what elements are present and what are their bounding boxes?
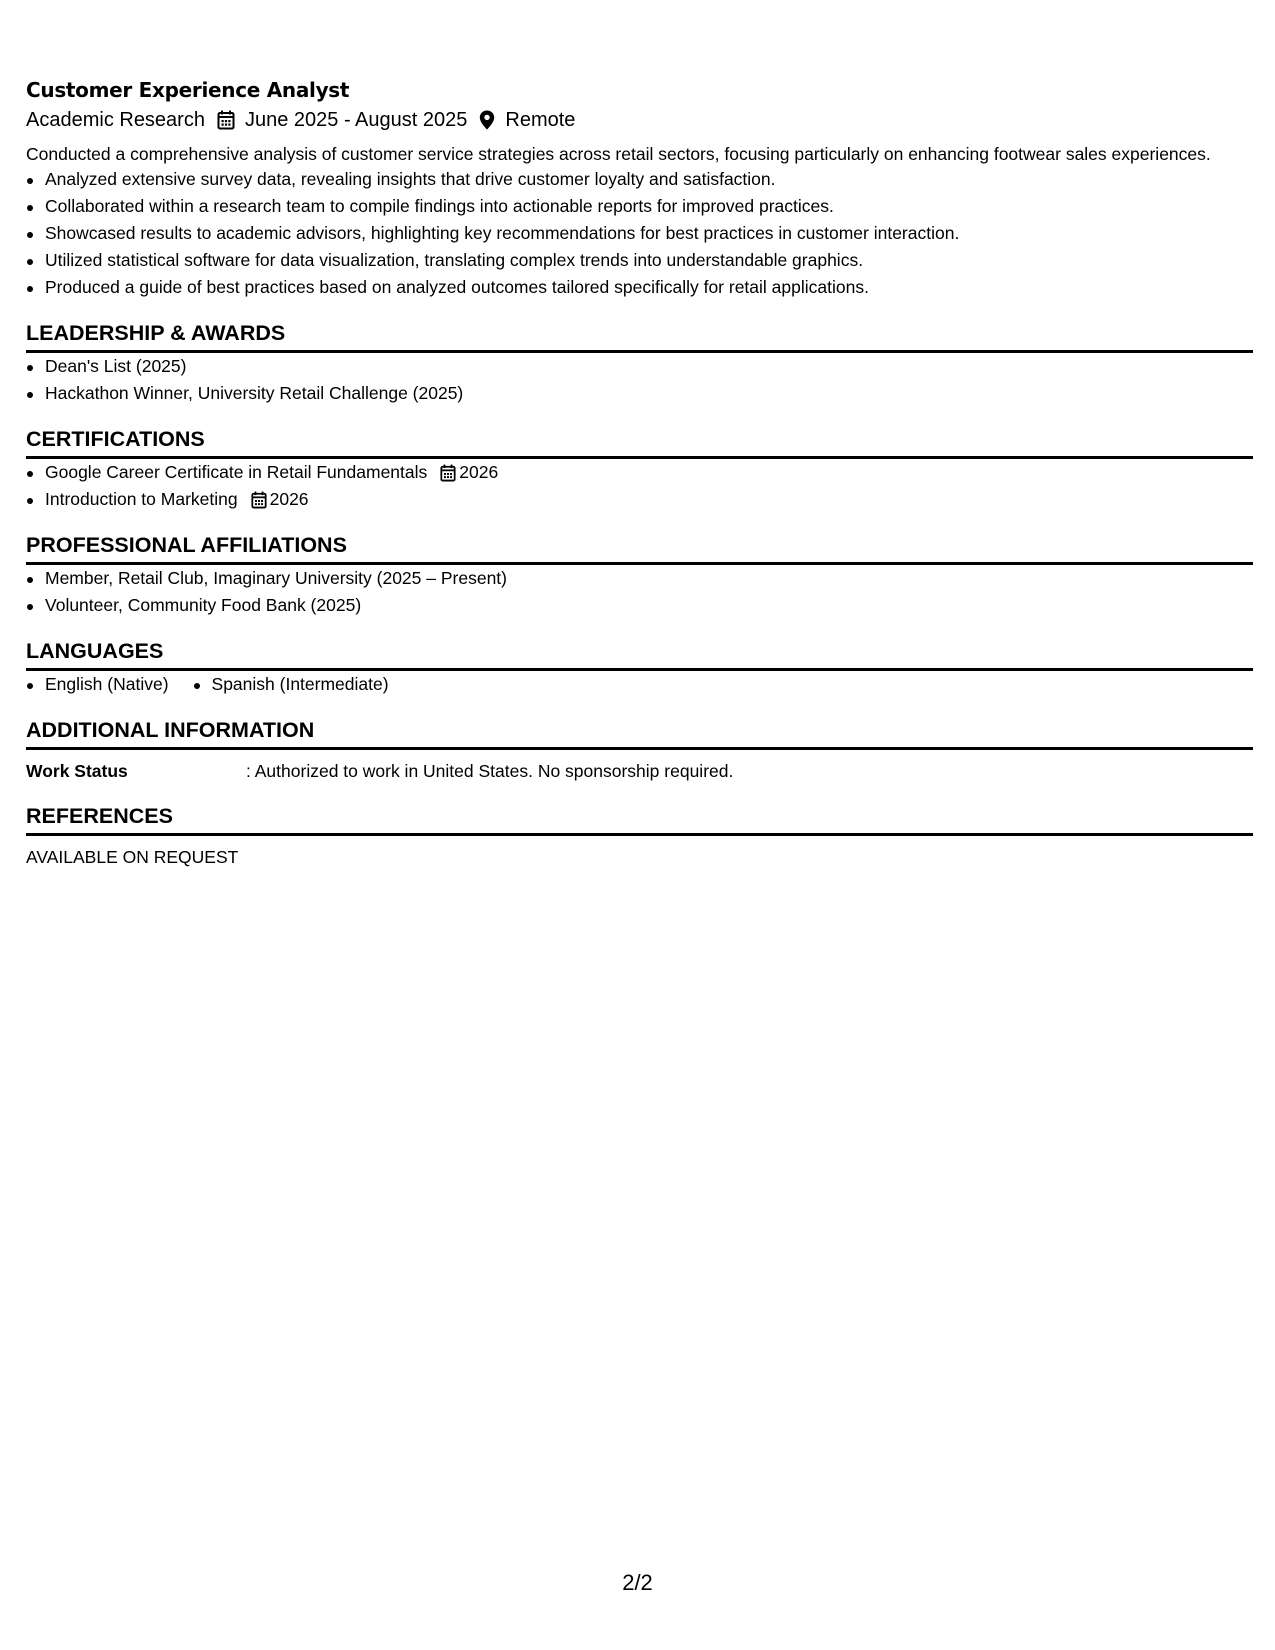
list-item: Hackathon Winner, University Retail Challenge (2025) <box>26 380 1253 407</box>
experience-entry <box>26 76 1253 301</box>
certificate-year: 2026 <box>269 489 309 509</box>
list-item <box>26 486 1253 513</box>
section-heading: REFERENCES <box>26 802 1253 836</box>
section-heading: LANGUAGES <box>26 637 1253 671</box>
list-item: Showcased results to academic advisors, highlighting key recommendations for best practices in customer interaction. <box>26 220 1253 247</box>
page-number: 2/2 <box>622 1570 653 1595</box>
calendar-icon <box>440 464 456 482</box>
work-status-value: : Authorized to work in United States. No sponsorship required. <box>246 761 734 781</box>
references-text: AVAILABLE ON REQUEST <box>26 847 239 867</box>
section-heading: LEADERSHIP & AWARDS <box>26 319 1253 353</box>
job-bullets <box>26 166 1253 301</box>
list-item: Collaborated within a research team to compile findings into actionable reports for improved practices. <box>26 193 1253 220</box>
job-meta <box>26 106 1253 134</box>
certifications-list <box>26 459 1253 513</box>
job-title: Customer Experience Analyst <box>26 78 350 102</box>
list-item: Spanish (Intermediate) <box>193 671 389 698</box>
section-affiliations <box>26 531 1253 619</box>
section-heading: PROFESSIONAL AFFILIATIONS <box>26 531 1253 565</box>
calendar-icon <box>217 110 235 130</box>
list-item: Utilized statistical software for data visualization, translating complex trends into understandable graphics. <box>26 247 1253 274</box>
calendar-icon <box>251 491 267 509</box>
section-heading: CERTIFICATIONS <box>26 425 1253 459</box>
languages-list <box>26 671 1253 698</box>
work-status-row <box>26 758 1253 784</box>
work-status-label: Work Status <box>26 761 128 781</box>
certificate-year: 2026 <box>459 462 499 482</box>
list-item: Volunteer, Community Food Bank (2025) <box>26 592 1253 619</box>
section-leadership <box>26 319 1253 407</box>
section-heading: ADDITIONAL INFORMATION <box>26 716 1253 750</box>
section-additional-info <box>26 716 1253 784</box>
job-dates: June 2025 - August 2025 <box>244 109 468 131</box>
certificate-name: Introduction to Marketing <box>45 489 238 509</box>
list-item: Analyzed extensive survey data, revealing insights that drive customer loyalty and satisfaction. <box>26 166 1253 193</box>
organization: Academic Research <box>26 109 205 131</box>
map-pin-icon <box>479 110 495 130</box>
section-certifications <box>26 425 1253 513</box>
section-references <box>26 802 1253 870</box>
list-item <box>26 459 1253 486</box>
list-item: English (Native) <box>26 671 169 698</box>
resume-page <box>26 76 1253 870</box>
affiliations-list <box>26 565 1253 619</box>
leadership-list <box>26 353 1253 407</box>
list-item: Produced a guide of best practices based on analyzed outcomes tailored specifically for retail applications. <box>26 274 1253 301</box>
section-languages <box>26 637 1253 698</box>
list-item: Dean's List (2025) <box>26 353 1253 380</box>
job-location: Remote <box>505 109 576 131</box>
job-summary: Conducted a comprehensive analysis of customer service strategies across retail sectors, focusing particularly on enhancing footwear sales experiences. <box>26 144 1211 164</box>
list-item: Member, Retail Club, Imaginary University (2025 – Present) <box>26 565 1253 592</box>
certificate-name: Google Career Certificate in Retail Fundamentals <box>45 462 428 482</box>
